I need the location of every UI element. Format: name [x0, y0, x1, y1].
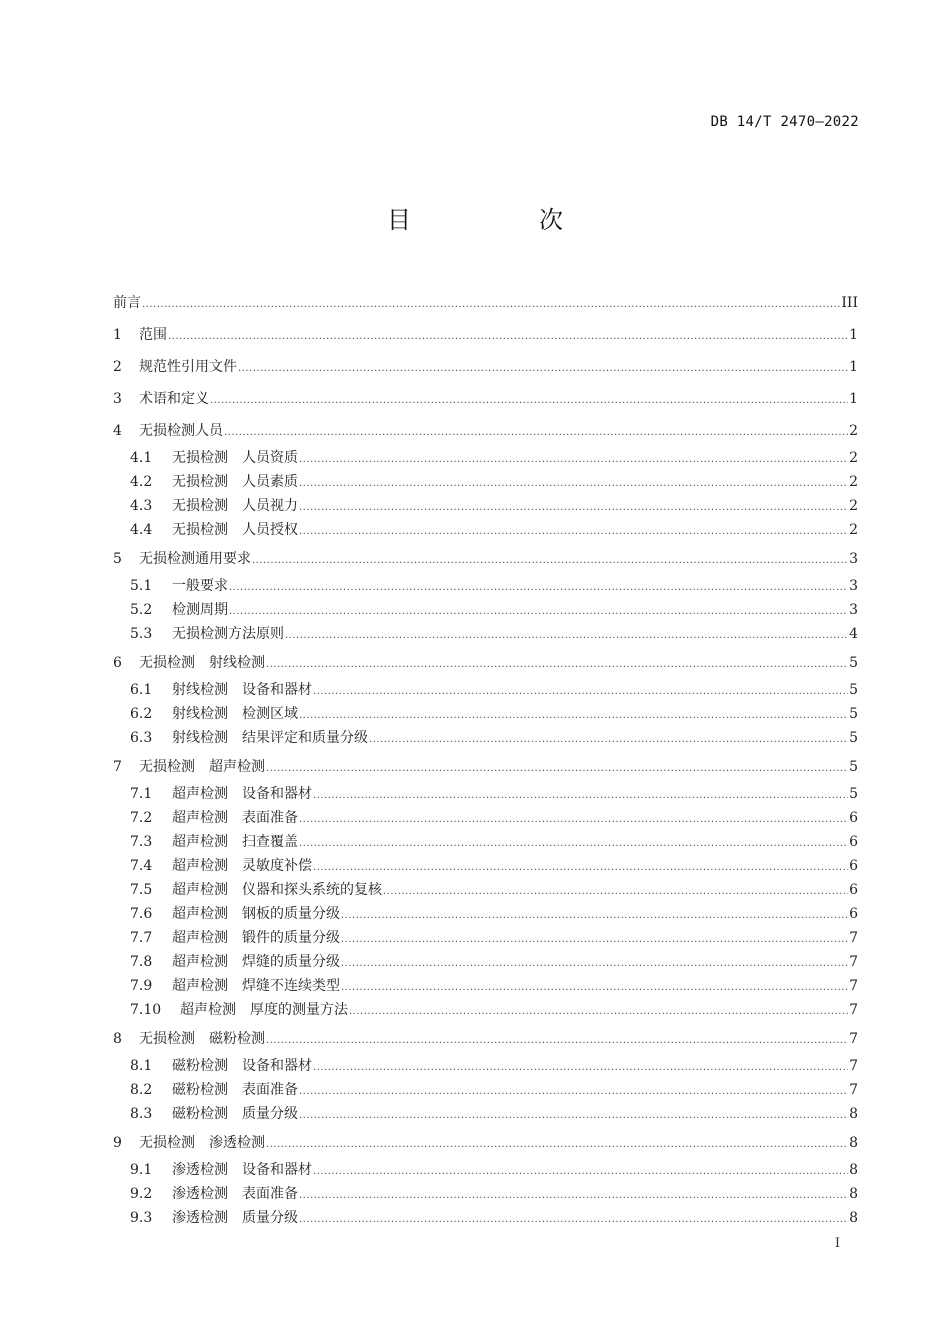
- toc-entry-number: 3: [113, 391, 122, 407]
- dot-leader: [299, 1208, 848, 1232]
- toc-entry-page: 3: [849, 578, 858, 594]
- toc-entry-page: 5: [849, 682, 858, 698]
- toc-entry-title: 无损检测 射线检测: [139, 655, 265, 671]
- toc-entry-title: 超声检测 表面准备: [172, 810, 298, 826]
- dot-leader: [252, 546, 848, 576]
- toc-entry[interactable]: [113, 288, 858, 318]
- toc-entry-page: 2: [849, 498, 858, 514]
- toc-entry[interactable]: [113, 854, 858, 878]
- toc-entry-number: 5.2: [130, 602, 153, 618]
- toc-entry[interactable]: [113, 622, 858, 646]
- toc-entry[interactable]: [113, 1158, 858, 1182]
- dot-leader: [168, 322, 848, 352]
- toc-entry[interactable]: [113, 318, 858, 350]
- toc-entry[interactable]: [113, 382, 858, 414]
- toc-entry-number: 6.1: [130, 682, 153, 698]
- toc-entry-title: 射线检测 结果评定和质量分级: [172, 730, 368, 746]
- toc-entry-number: 7.8: [130, 954, 153, 970]
- toc-entry-page: 5: [849, 786, 858, 802]
- toc-entry-number: 7.1: [130, 786, 153, 802]
- toc-entry-number: 4.1: [130, 450, 153, 466]
- dot-leader: [341, 904, 848, 928]
- dot-leader: [299, 808, 848, 832]
- dot-leader: [299, 704, 848, 728]
- toc-entry[interactable]: [113, 350, 858, 382]
- toc-entry-page: 2: [849, 522, 858, 538]
- toc-entry-number: 1: [113, 327, 122, 343]
- toc-entry-title: 无损检测人员: [139, 423, 223, 439]
- toc-entry[interactable]: [113, 542, 858, 574]
- toc-entry[interactable]: [113, 1054, 858, 1078]
- toc-entry[interactable]: [113, 726, 858, 750]
- toc-entry-title: 无损检测 超声检测: [139, 759, 265, 775]
- toc-entry-title: 无损检测 人员资质: [172, 450, 298, 466]
- toc-entry-number: 5: [113, 551, 122, 567]
- toc-entry-title: 无损检测通用要求: [139, 551, 251, 567]
- toc-entry[interactable]: [113, 494, 858, 518]
- toc-entry-number: 7: [113, 759, 122, 775]
- toc-entry-number: 4.2: [130, 474, 153, 490]
- toc-entry-number: 6: [113, 655, 122, 671]
- toc-entry[interactable]: [113, 950, 858, 974]
- dot-leader: [313, 1160, 848, 1184]
- toc-entry[interactable]: [113, 998, 858, 1022]
- toc-entry-number: 4: [113, 423, 122, 439]
- toc-entry-number: 7.9: [130, 978, 153, 994]
- toc-entry[interactable]: [113, 574, 858, 598]
- toc-entry[interactable]: [113, 806, 858, 830]
- toc-entry[interactable]: [113, 446, 858, 470]
- toc-entry[interactable]: [113, 1102, 858, 1126]
- dot-leader: [238, 354, 848, 384]
- toc-entry-title: 超声检测 焊缝的质量分级: [172, 954, 340, 970]
- dot-leader: [299, 448, 848, 472]
- toc-entry[interactable]: [113, 830, 858, 854]
- dot-leader: [341, 976, 848, 1000]
- dot-leader: [313, 680, 848, 704]
- toc-entry-page: 7: [849, 1002, 858, 1018]
- toc-entry[interactable]: [113, 1078, 858, 1102]
- dot-leader: [349, 1000, 848, 1024]
- toc-entry-title: 无损检测 人员授权: [172, 522, 298, 538]
- toc-entry[interactable]: [113, 414, 858, 446]
- toc-entry-title: 术语和定义: [139, 391, 209, 407]
- dot-leader: [299, 472, 848, 496]
- dot-leader: [299, 1080, 848, 1104]
- dot-leader: [210, 386, 848, 416]
- toc-entry-number: 9.2: [130, 1186, 153, 1202]
- toc-entry[interactable]: [113, 678, 858, 702]
- dot-leader: [313, 856, 848, 880]
- toc-entry-title: 渗透检测 设备和器材: [172, 1162, 312, 1178]
- toc-entry-page: 6: [849, 858, 858, 874]
- toc-entry-number: 7.10: [130, 1002, 162, 1018]
- toc-entry-title: 渗透检测 质量分级: [172, 1210, 298, 1226]
- toc-entry-page: 7: [849, 1082, 858, 1098]
- toc-entry-title: 超声检测 锻件的质量分级: [172, 930, 340, 946]
- toc-entry-page: 1: [849, 391, 858, 407]
- toc-entry-title: 渗透检测 表面准备: [172, 1186, 298, 1202]
- toc-entry[interactable]: [113, 878, 858, 902]
- dot-leader: [224, 418, 848, 448]
- toc-entry-page: 6: [849, 906, 858, 922]
- toc-entry-page: 5: [849, 706, 858, 722]
- toc-entry-title: 超声检测 厚度的测量方法: [180, 1002, 348, 1018]
- toc-entry-number: 7.5: [130, 882, 153, 898]
- toc-entry-page: 1: [849, 359, 858, 375]
- toc-entry-title: 规范性引用文件: [139, 359, 237, 375]
- page-number: I: [834, 1236, 840, 1251]
- toc-entry-title: 前言: [113, 295, 141, 311]
- toc-entry-title: 超声检测 灵敏度补偿: [172, 858, 312, 874]
- toc-entry-number: 8: [113, 1031, 122, 1047]
- toc-entry-page: 7: [849, 1058, 858, 1074]
- toc-entry-title: 磁粉检测 设备和器材: [172, 1058, 312, 1074]
- toc-entry-title: 无损检测 人员素质: [172, 474, 298, 490]
- toc-entry[interactable]: [113, 1126, 858, 1158]
- toc-entry-page: 7: [849, 978, 858, 994]
- dot-leader: [341, 952, 848, 976]
- toc-entry-number: 8.1: [130, 1058, 153, 1074]
- toc-entry[interactable]: [113, 470, 858, 494]
- toc-entry[interactable]: [113, 1022, 858, 1054]
- standard-code: DB 14/T 2470—2022: [710, 114, 859, 130]
- toc-entry-page: 5: [849, 730, 858, 746]
- toc-entry-number: 5.1: [130, 578, 153, 594]
- toc-entry-title: 射线检测 检测区域: [172, 706, 298, 722]
- toc-entry-title: 磁粉检测 质量分级: [172, 1106, 298, 1122]
- toc-entry[interactable]: [113, 1182, 858, 1206]
- toc-entry[interactable]: [113, 1206, 858, 1230]
- toc-entry-number: 2: [113, 359, 122, 375]
- dot-leader: [341, 928, 848, 952]
- dot-leader: [266, 650, 848, 680]
- toc-entry[interactable]: [113, 518, 858, 542]
- table-of-contents: [113, 288, 858, 1230]
- toc-entry-page: 2: [849, 450, 858, 466]
- toc-entry-page: 5: [849, 759, 858, 775]
- toc-entry-title: 无损检测 人员视力: [172, 498, 298, 514]
- dot-leader: [266, 1026, 848, 1056]
- toc-entry-number: 9: [113, 1135, 122, 1151]
- dot-leader: [142, 290, 840, 320]
- toc-entry[interactable]: [113, 926, 858, 950]
- toc-entry-title: 无损检测方法原则: [172, 626, 284, 642]
- toc-entry[interactable]: [113, 598, 858, 622]
- toc-entry-page: 5: [849, 655, 858, 671]
- toc-entry-number: 7.6: [130, 906, 153, 922]
- dot-leader: [229, 600, 848, 624]
- toc-entry-page: 8: [849, 1186, 858, 1202]
- dot-leader: [299, 1104, 848, 1128]
- toc-entry[interactable]: [113, 702, 858, 726]
- toc-entry[interactable]: [113, 782, 858, 806]
- toc-entry-number: 7.4: [130, 858, 153, 874]
- toc-entry-page: 7: [849, 930, 858, 946]
- toc-entry-title: 超声检测 焊缝不连续类型: [172, 978, 340, 994]
- dot-leader: [266, 1130, 848, 1160]
- toc-entry[interactable]: [113, 750, 858, 782]
- toc-entry-number: 8.2: [130, 1082, 153, 1098]
- toc-entry-number: 4.3: [130, 498, 153, 514]
- toc-entry-title: 一般要求: [172, 578, 228, 594]
- toc-entry-page: 8: [849, 1135, 858, 1151]
- dot-leader: [299, 1184, 848, 1208]
- dot-leader: [299, 832, 848, 856]
- toc-entry-page: 7: [849, 954, 858, 970]
- dot-leader: [266, 754, 848, 784]
- toc-entry-number: 7.2: [130, 810, 153, 826]
- toc-entry-number: 6.2: [130, 706, 153, 722]
- toc-entry[interactable]: [113, 646, 858, 678]
- toc-entry-page: 8: [849, 1162, 858, 1178]
- dot-leader: [285, 624, 848, 648]
- toc-entry-title: 磁粉检测 表面准备: [172, 1082, 298, 1098]
- toc-entry-page: 6: [849, 810, 858, 826]
- dot-leader: [313, 1056, 848, 1080]
- toc-entry-number: 7.7: [130, 930, 153, 946]
- toc-entry-number: 4.4: [130, 522, 153, 538]
- toc-entry-title: 射线检测 设备和器材: [172, 682, 312, 698]
- toc-entry-page: 4: [849, 626, 858, 642]
- toc-entry-number: 9.3: [130, 1210, 153, 1226]
- toc-entry-page: 2: [849, 474, 858, 490]
- toc-entry-page: 3: [849, 551, 858, 567]
- toc-entry-title: 无损检测 磁粉检测: [139, 1031, 265, 1047]
- toc-entry-title: 检测周期: [172, 602, 228, 618]
- toc-entry-title: 超声检测 设备和器材: [172, 786, 312, 802]
- dot-leader: [299, 496, 848, 520]
- toc-entry-page: 8: [849, 1106, 858, 1122]
- toc-entry[interactable]: [113, 974, 858, 998]
- toc-entry-number: 7.3: [130, 834, 153, 850]
- dot-leader: [299, 520, 848, 544]
- toc-entry-title: 超声检测 钢板的质量分级: [172, 906, 340, 922]
- toc-entry-number: 6.3: [130, 730, 153, 746]
- toc-entry[interactable]: [113, 902, 858, 926]
- page-title: 目 次: [387, 206, 615, 234]
- toc-entry-number: 5.3: [130, 626, 153, 642]
- toc-entry-title: 无损检测 渗透检测: [139, 1135, 265, 1151]
- toc-entry-title: 超声检测 仪器和探头系统的复核: [172, 882, 382, 898]
- toc-entry-title: 范围: [139, 327, 167, 343]
- toc-entry-page: 2: [849, 423, 858, 439]
- dot-leader: [383, 880, 848, 904]
- dot-leader: [229, 576, 848, 600]
- toc-entry-page: 3: [849, 602, 858, 618]
- dot-leader: [313, 784, 848, 808]
- toc-entry-page: III: [841, 295, 858, 311]
- toc-entry-title: 超声检测 扫查覆盖: [172, 834, 298, 850]
- toc-entry-number: 9.1: [130, 1162, 153, 1178]
- toc-entry-page: 1: [849, 327, 858, 343]
- toc-entry-page: 6: [849, 882, 858, 898]
- toc-entry-page: 7: [849, 1031, 858, 1047]
- dot-leader: [369, 728, 848, 752]
- toc-entry-page: 6: [849, 834, 858, 850]
- toc-entry-page: 8: [849, 1210, 858, 1226]
- toc-entry-number: 8.3: [130, 1106, 153, 1122]
